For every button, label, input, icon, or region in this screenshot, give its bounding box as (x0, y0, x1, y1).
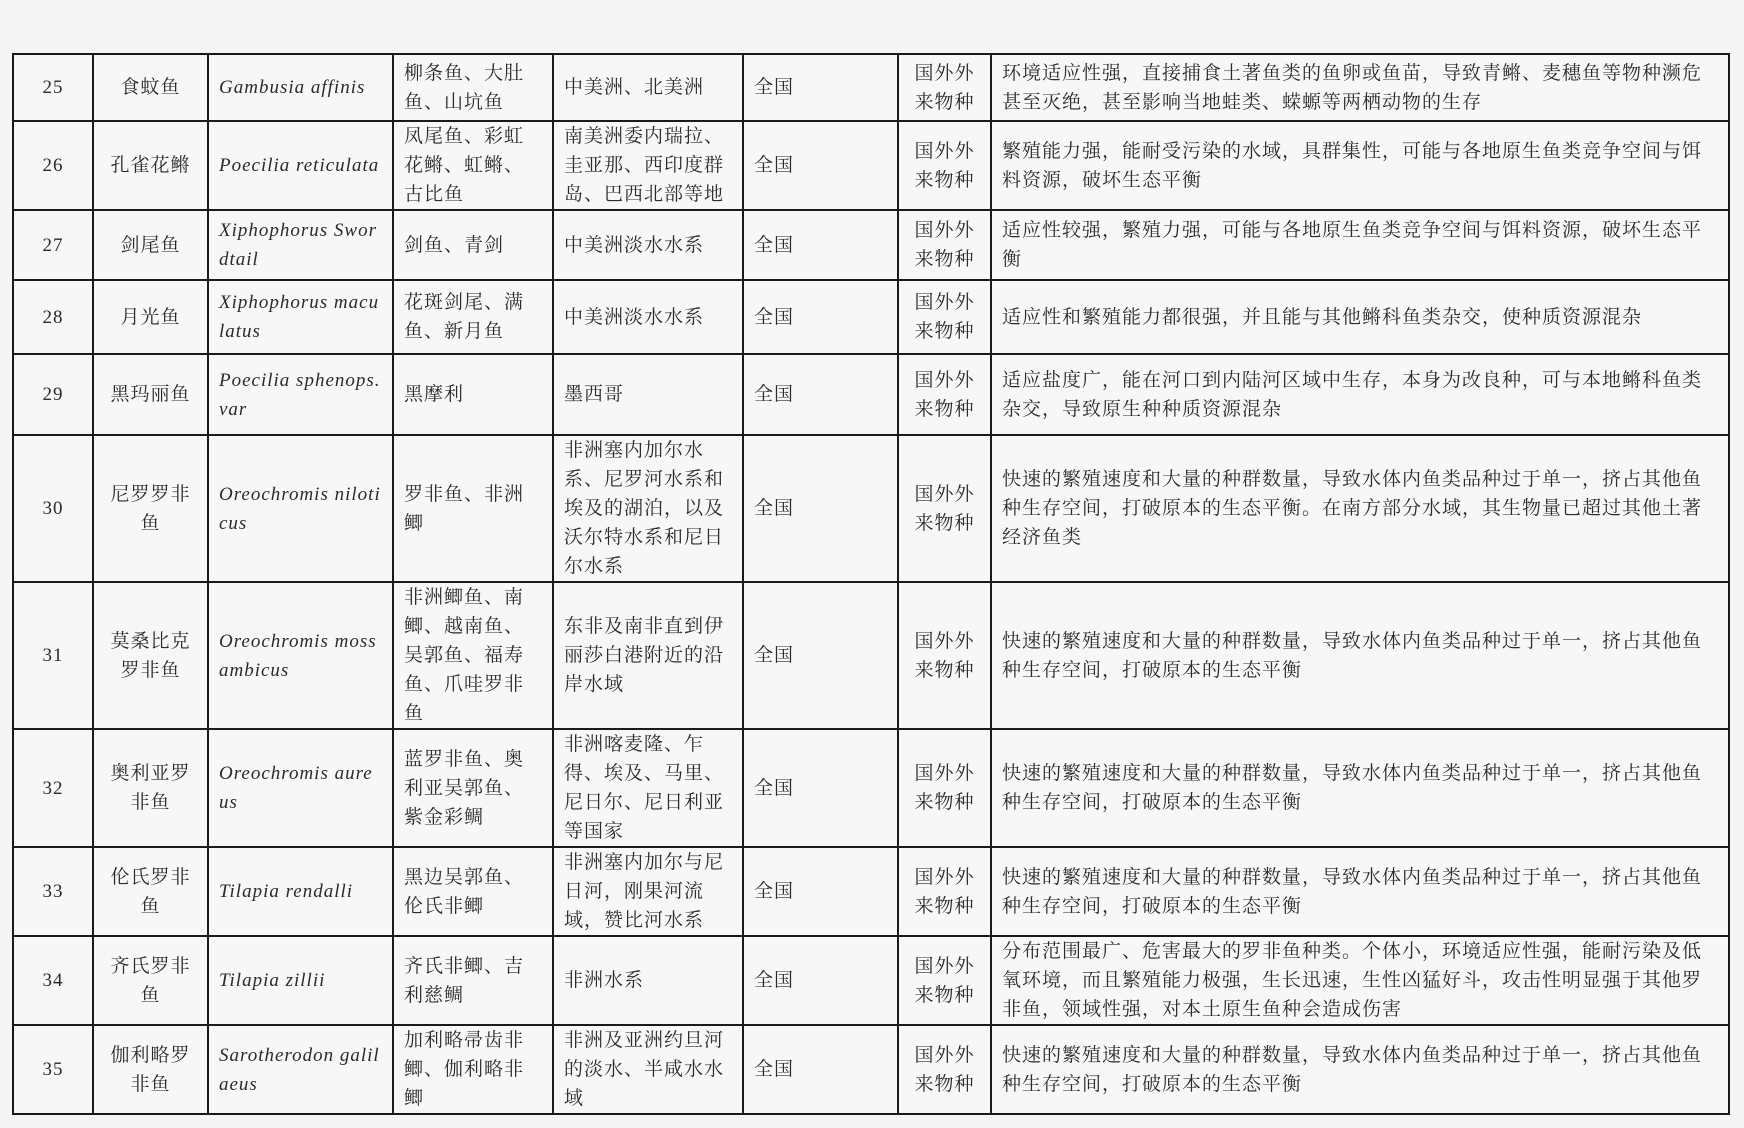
table-row (13, 582, 1729, 729)
table-row (13, 280, 1729, 354)
cell-species-type: 国外外来物种 (898, 354, 991, 435)
cell-species-type: 国外外来物种 (898, 121, 991, 210)
cell-species-type: 国外外来物种 (898, 54, 991, 121)
cell-harm: 适应性较强，繁殖力强，可能与各地原生鱼类竞争空间与饵料资源，破坏生态平衡 (991, 210, 1729, 280)
cell-distribution: 全国 (743, 729, 898, 847)
cell-origin: 非洲塞内加尔水系、尼罗河水系和埃及的湖泊，以及沃尔特水系和尼日尔水系 (553, 435, 743, 582)
cell-latin-name: Tilapia zillii (208, 936, 393, 1025)
cell-distribution: 全国 (743, 280, 898, 354)
cell-distribution: 全国 (743, 354, 898, 435)
cell-latin-name: Oreochromis mossambicus (208, 582, 393, 729)
cell-harm: 快速的繁殖速度和大量的种群数量，导致水体内鱼类品种过于单一，挤占其他鱼种生存空间，打破原本的生态平衡 (991, 582, 1729, 729)
cell-harm: 繁殖能力强，能耐受污染的水域，具群集性，可能与各地原生鱼类竞争空间与饵料资源，破坏生态平衡 (991, 121, 1729, 210)
table-row (13, 54, 1729, 121)
cell-alias: 柳条鱼、大肚鱼、山坑鱼 (393, 54, 553, 121)
cell-latin-name: Xiphophorus Swordtail (208, 210, 393, 280)
cell-species-type: 国外外来物种 (898, 582, 991, 729)
cell-species-type: 国外外来物种 (898, 210, 991, 280)
cell-number: 34 (13, 936, 93, 1025)
cell-chinese-name: 伦氏罗非鱼 (93, 847, 208, 936)
cell-latin-name: Oreochromis niloticus (208, 435, 393, 582)
cell-number: 26 (13, 121, 93, 210)
table-row (13, 936, 1729, 1025)
cell-alias: 罗非鱼、非洲鲫 (393, 435, 553, 582)
cell-origin: 中美洲、北美洲 (553, 54, 743, 121)
cell-latin-name: Poecilia reticulata (208, 121, 393, 210)
cell-alias: 蓝罗非鱼、奥利亚吴郭鱼、紫金彩鲷 (393, 729, 553, 847)
cell-number: 25 (13, 54, 93, 121)
cell-chinese-name: 齐氏罗非鱼 (93, 936, 208, 1025)
cell-origin: 非洲塞内加尔与尼日河，刚果河流域，赞比河水系 (553, 847, 743, 936)
cell-distribution: 全国 (743, 847, 898, 936)
cell-harm: 快速的繁殖速度和大量的种群数量，导致水体内鱼类品种过于单一，挤占其他鱼种生存空间，打破原本的生态平衡 (991, 729, 1729, 847)
cell-number: 30 (13, 435, 93, 582)
table-row (13, 1025, 1729, 1114)
cell-number: 35 (13, 1025, 93, 1114)
invasive-species-table (12, 53, 1730, 1115)
cell-origin: 墨西哥 (553, 354, 743, 435)
cell-latin-name: Tilapia rendalli (208, 847, 393, 936)
cell-chinese-name: 黑玛丽鱼 (93, 354, 208, 435)
cell-chinese-name: 尼罗罗非鱼 (93, 435, 208, 582)
table-row (13, 121, 1729, 210)
cell-origin: 非洲及亚洲约旦河的淡水、半咸水水域 (553, 1025, 743, 1114)
cell-latin-name: Poecilia sphenops.var (208, 354, 393, 435)
cell-origin: 东非及南非直到伊丽莎白港附近的沿岸水域 (553, 582, 743, 729)
cell-latin-name: Xiphophorus maculatus (208, 280, 393, 354)
cell-latin-name: Gambusia affinis (208, 54, 393, 121)
cell-distribution: 全国 (743, 121, 898, 210)
cell-alias: 剑鱼、青剑 (393, 210, 553, 280)
cell-origin: 中美洲淡水水系 (553, 210, 743, 280)
cell-number: 27 (13, 210, 93, 280)
cell-harm: 快速的繁殖速度和大量的种群数量，导致水体内鱼类品种过于单一，挤占其他鱼种生存空间，打破原本的生态平衡 (991, 847, 1729, 936)
table-row (13, 435, 1729, 582)
cell-harm: 环境适应性强，直接捕食土著鱼类的鱼卵或鱼苗，导致青鳉、麦穗鱼等物种濒危甚至灭绝，甚至影响当地蛙类、蝾螈等两栖动物的生存 (991, 54, 1729, 121)
cell-species-type: 国外外来物种 (898, 1025, 991, 1114)
cell-species-type: 国外外来物种 (898, 936, 991, 1025)
table-row (13, 847, 1729, 936)
table-row (13, 210, 1729, 280)
cell-harm: 快速的繁殖速度和大量的种群数量，导致水体内鱼类品种过于单一，挤占其他鱼种生存空间，打破原本的生态平衡 (991, 1025, 1729, 1114)
cell-distribution: 全国 (743, 936, 898, 1025)
cell-alias: 花斑剑尾、满鱼、新月鱼 (393, 280, 553, 354)
cell-origin: 非洲喀麦隆、乍得、埃及、马里、尼日尔、尼日利亚等国家 (553, 729, 743, 847)
cell-number: 28 (13, 280, 93, 354)
cell-distribution: 全国 (743, 1025, 898, 1114)
cell-species-type: 国外外来物种 (898, 280, 991, 354)
cell-number: 31 (13, 582, 93, 729)
cell-distribution: 全国 (743, 582, 898, 729)
cell-number: 33 (13, 847, 93, 936)
cell-chinese-name: 食蚊鱼 (93, 54, 208, 121)
cell-species-type: 国外外来物种 (898, 729, 991, 847)
cell-latin-name: Oreochromis aureus (208, 729, 393, 847)
cell-alias: 黑摩利 (393, 354, 553, 435)
cell-species-type: 国外外来物种 (898, 847, 991, 936)
cell-number: 32 (13, 729, 93, 847)
cell-origin: 中美洲淡水水系 (553, 280, 743, 354)
cell-chinese-name: 伽利略罗非鱼 (93, 1025, 208, 1114)
cell-harm: 分布范围最广、危害最大的罗非鱼种类。个体小，环境适应性强，能耐污染及低氧环境，而且繁殖能力极强，生长迅速，生性凶猛好斗，攻击性明显强于其他罗非鱼，领域性强，对本土原生鱼种会造成伤害 (991, 936, 1729, 1025)
cell-chinese-name: 奥利亚罗非鱼 (93, 729, 208, 847)
cell-distribution: 全国 (743, 210, 898, 280)
table-body (13, 54, 1729, 1114)
cell-origin: 南美洲委内瑞拉、圭亚那、西印度群岛、巴西北部等地 (553, 121, 743, 210)
table-row (13, 729, 1729, 847)
cell-alias: 加利略帚齿非鲫、伽利略非鲫 (393, 1025, 553, 1114)
table-row (13, 354, 1729, 435)
cell-chinese-name: 莫桑比克罗非鱼 (93, 582, 208, 729)
cell-number: 29 (13, 354, 93, 435)
cell-latin-name: Sarotherodon galilaeus (208, 1025, 393, 1114)
cell-chinese-name: 月光鱼 (93, 280, 208, 354)
cell-origin: 非洲水系 (553, 936, 743, 1025)
cell-alias: 非洲鲫鱼、南鲫、越南鱼、吴郭鱼、福寿鱼、爪哇罗非鱼 (393, 582, 553, 729)
cell-distribution: 全国 (743, 54, 898, 121)
cell-harm: 快速的繁殖速度和大量的种群数量，导致水体内鱼类品种过于单一，挤占其他鱼种生存空间，打破原本的生态平衡。在南方部分水域，其生物量已超过其他土著经济鱼类 (991, 435, 1729, 582)
cell-chinese-name: 剑尾鱼 (93, 210, 208, 280)
cell-chinese-name: 孔雀花鳉 (93, 121, 208, 210)
cell-species-type: 国外外来物种 (898, 435, 991, 582)
cell-harm: 适应性和繁殖能力都很强，并且能与其他鳉科鱼类杂交，使种质资源混杂 (991, 280, 1729, 354)
cell-alias: 凤尾鱼、彩虹花鳉、虹鳉、古比鱼 (393, 121, 553, 210)
cell-alias: 齐氏非鲫、吉利慈鲷 (393, 936, 553, 1025)
cell-alias: 黑边吴郭鱼、伦氏非鲫 (393, 847, 553, 936)
cell-distribution: 全国 (743, 435, 898, 582)
cell-harm: 适应盐度广，能在河口到内陆河区域中生存，本身为改良种，可与本地鳉科鱼类杂交，导致原生种种质资源混杂 (991, 354, 1729, 435)
